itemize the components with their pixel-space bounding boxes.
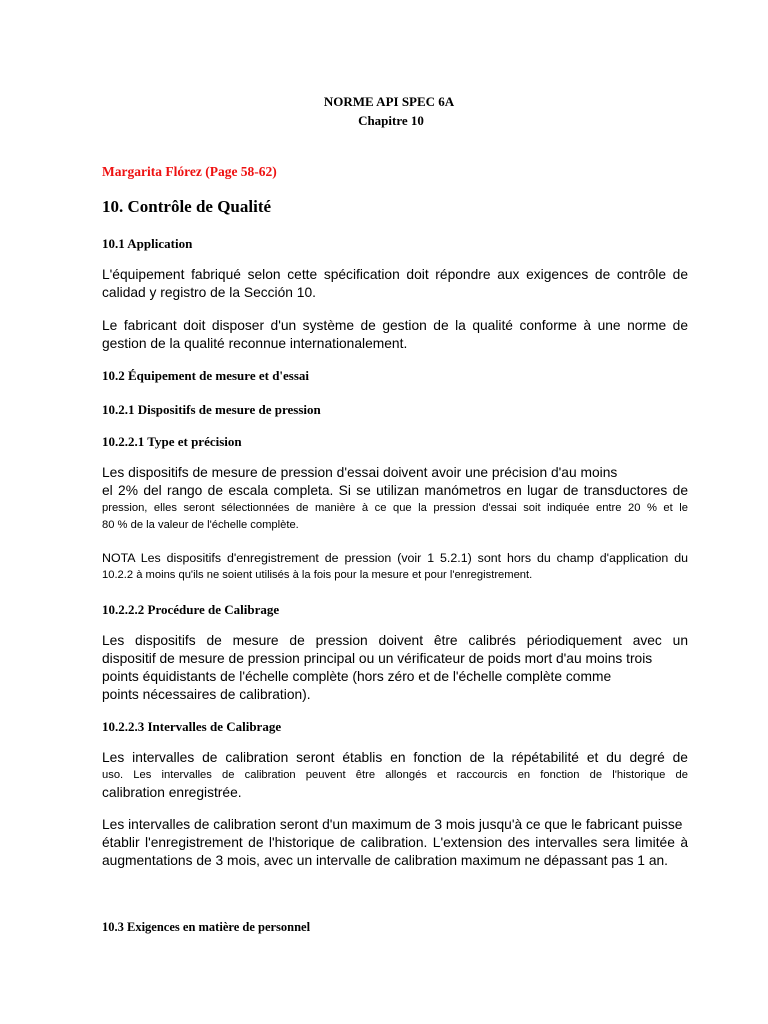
heading-10-3: 10.3 Exigences en matière de personnel (102, 920, 311, 934)
document-title: NORME API SPEC 6A (323, 94, 455, 109)
paragraph-10-2-2-3-b (102, 816, 688, 870)
heading-10-2-1: 10.2.1 Dispositifs de mesure de pression (102, 402, 321, 417)
paragraph-line: augmentations de 3 mois, avec un intervalle de calibration maximum ne dépassant pas 1 an. (102, 853, 668, 868)
heading-10-1: 10.1 Application (102, 236, 193, 251)
chapter-subtitle: Chapitre 10 (358, 113, 424, 128)
paragraph-line: calibration enregistrée. (102, 785, 242, 800)
paragraph-line: gestion de la qualité reconnue internationalement. (102, 336, 408, 351)
paragraph-line: uso. Les intervalles de calibration peuvent être allongés et raccourcis en fonction de l'historique de (102, 769, 688, 781)
paragraph-line: Les dispositifs de mesure de pression d'essai doivent avoir une précision d'au moins (102, 465, 618, 480)
paragraph-10-2-2-3-a (102, 749, 688, 802)
heading-10-2-2-1: 10.2.2.1 Type et précision (102, 434, 242, 449)
section-heading: 10. Contrôle de Qualité (102, 197, 272, 216)
paragraph-line: Le fabricant doit disposer d'un système de gestion de la qualité conforme à une norme de (102, 318, 688, 333)
paragraph-10-1-a (102, 266, 688, 302)
note-line: 10.2.2 à moins qu'ils ne soient utilisés à la fois pour la mesure et pour l'enregistrement. (102, 569, 533, 581)
heading-10-2-2-3: 10.2.2.3 Intervalles de Calibrage (102, 719, 282, 734)
paragraph-line: calidad y registro de la Sección 10. (102, 285, 316, 300)
paragraph-line: Les dispositifs de mesure de pression doivent être calibrés périodiquement avec un (102, 633, 688, 648)
heading-10-2: 10.2 Équipement de mesure et d'essai (102, 368, 310, 383)
paragraph-line: Les intervalles de calibration seront d'un maximum de 3 mois jusqu'à ce que le fabricant puisse (102, 817, 683, 832)
paragraph-10-1-b (102, 317, 688, 353)
paragraph-line: Les intervalles de calibration seront établis en fonction de la répétabilité et du degré de (102, 750, 688, 765)
paragraph-line: points nécessaires de calibration). (102, 687, 311, 702)
paragraph-10-2-2-2 (102, 632, 688, 704)
paragraph-line: L'équipement fabriqué selon cette spécification doit répondre aux exigences de contrôle de (102, 267, 688, 282)
note-line: NOTA Les dispositifs d'enregistrement de pression (voir 1 5.2.1) sont hors du champ d'application du (102, 551, 688, 565)
paragraph-line: el 2% del rango de escala completa. Si se utilizan manómetros en lugar de transductores de (102, 483, 688, 498)
author-line: Margarita Flórez (Page 58-62) (102, 164, 277, 179)
paragraph-line: 80 % de la valeur de l'échelle complète. (102, 519, 299, 531)
paragraph-line: établir l'enregistrement de l'historique de calibration. L'extension des intervalles sera limitée à (102, 835, 688, 850)
paragraph-10-2-2-1 (102, 464, 688, 534)
heading-10-2-2-2: 10.2.2.2 Procédure de Calibrage (102, 602, 280, 617)
paragraph-line: points équidistants de l'échelle complète (hors zéro et de l'échelle complète comme (102, 669, 612, 684)
paragraph-line: dispositif de mesure de pression principal ou un vérificateur de poids mort d'au moins trois (102, 651, 653, 666)
note-10-2-2-1 (102, 550, 688, 584)
paragraph-line: pression, elles seront sélectionnées de manière à ce que la pression d'essai soit indiquée entre 20 % et le (102, 502, 688, 514)
